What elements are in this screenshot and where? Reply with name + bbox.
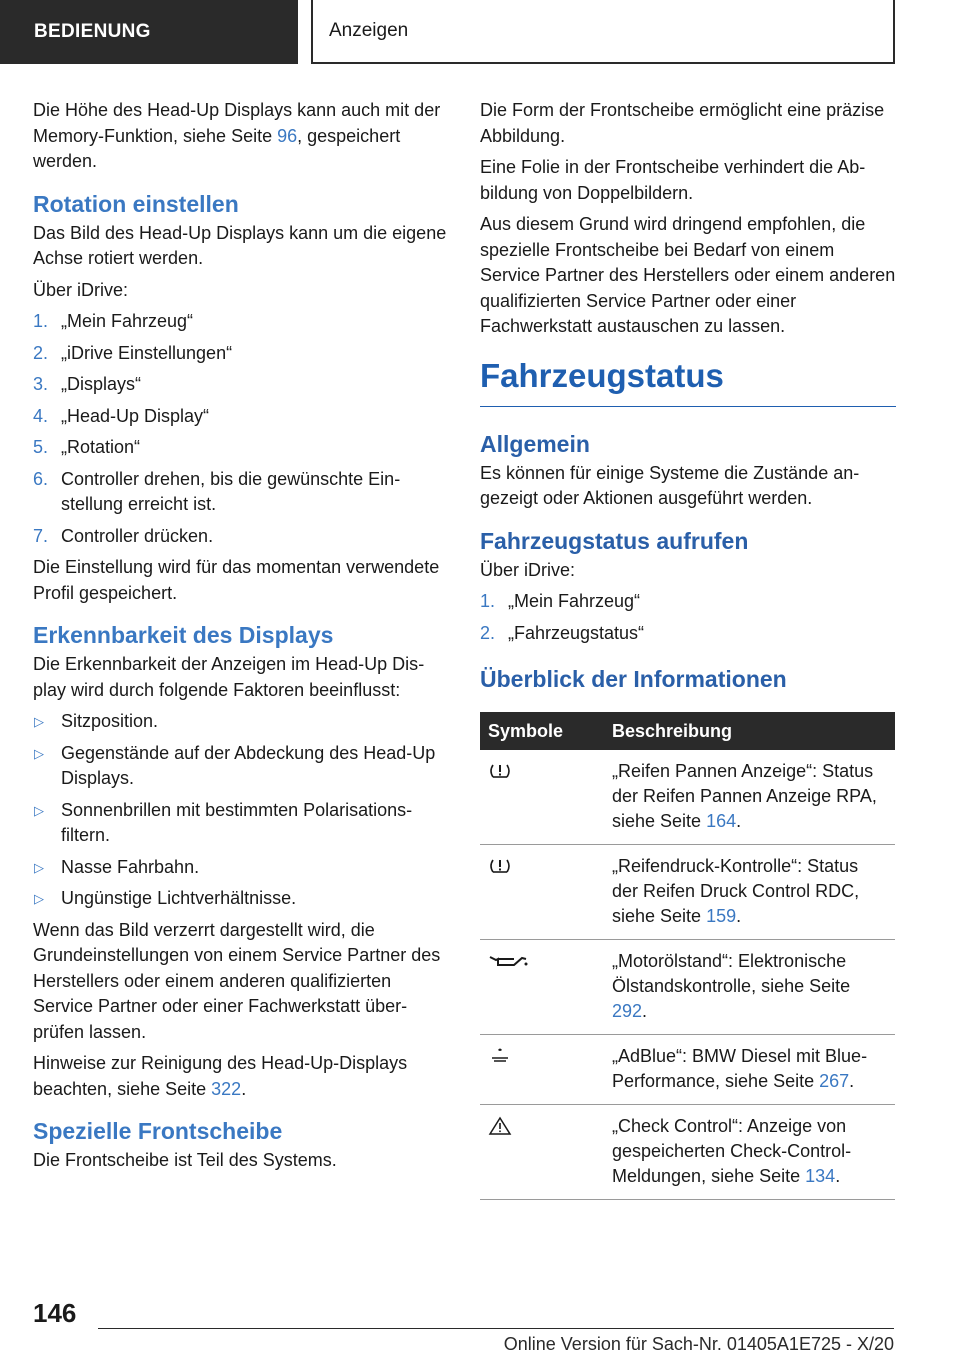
table-header-row [480,712,895,750]
windshield-heading: Spezielle Frontscheibe [33,1118,283,1144]
footer-divider [98,1328,894,1329]
call-steps [480,589,896,646]
rotation-heading: Rotation einstellen [33,190,239,217]
rotation-after: Die Einstellung wird für das momentan verwendete Profil gespeichert. [33,557,440,603]
page-link-96[interactable]: 96 [277,125,298,146]
page-link-267[interactable]: 267 [819,1071,850,1091]
table-row: „Reifendruck-Kontrolle“: Status der Reifen Druck Control RDC, siehe Seite 159. [480,845,895,940]
list-item: 2. „Fahrzeugstatus“ [480,622,645,643]
col-description: Beschreibung [604,712,895,750]
tire-pressure-warning-icon [488,761,512,781]
footer-version: Online Version für Sach-Nr. 01405A1E725 - X/20 [503,1334,894,1354]
visibility-text: Die Erkennbarkeit der Anzeigen im Head-Up Display wird durch folgende Faktoren beeinflusst: [33,654,425,700]
distorted-paragraph: Wenn das Bild verzerrt dargestellt wird, die Grundeinstellungen von einem Service Partner des Herstellers oder einem anderen qualifizierten Service Partner oder einer Fachwerkstatt überprüfen lassen. [33,919,441,1042]
windshield-paragraph-3: Aus diesem Grund wird dringend empfohlen, die spezielle Frontscheibe bei Bedarf von einem Service Partner des Herstellers oder einem anderen qualifizierten Service Partner oder einer Fachwerkstatt austauschen zu lassen. [480,214,896,336]
list-item: 7. Controller drücken. [33,525,214,546]
page-link-164[interactable]: 164 [706,811,737,831]
call-via: Über iDrive: [480,559,576,580]
table-row: „AdBlue“: BMW Diesel mit BluePerformance, siehe Seite 267. [480,1035,895,1105]
general-text: Es können für einige Systeme die Zustände angezeigt oder Aktionen ausgeführt werden. [480,462,860,508]
list-item: 4. „Head-Up Display“ [33,405,210,426]
page-link-134[interactable]: 134 [805,1166,836,1186]
list-item: ▷ Nasse Fahrbahn. [33,855,449,881]
windshield-paragraph-1: Die Form der Frontscheibe ermöglicht eine präzise Abbildung. [480,100,885,146]
visibility-bullets [33,709,449,912]
windshield-text: Die Frontscheibe ist Teil des Systems. [33,1150,337,1170]
page-number: 146 [33,1298,77,1328]
vehicle-status-heading: Fahrzeugstatus [480,354,896,407]
left-column [33,98,449,1180]
cleaning-paragraph: Hinweise zur Reinigung des Head-Up-Displays beachten, siehe Seite 322. [33,1053,408,1099]
table-row: „Reifen Pannen Anzeige“: Status der Reifen Pannen Anzeige RPA, siehe Seite 164. [480,750,895,845]
list-item: 6. Controller drehen, bis die gewünschte Einstellung erreicht ist. [33,468,401,514]
col-symbol: Symbole [480,712,604,750]
table-row: „Motorölstand“: Elektronische Ölstandskontrolle, siehe Seite 292. [480,940,895,1035]
table-row: „Check Control“: Anzeige von gespeicherten Check-Control-Meldungen, siehe Seite 134. [480,1105,895,1200]
triangle-bullet-icon: ▷ [34,891,44,906]
page-link-292[interactable]: 292 [612,1001,643,1021]
list-item: ▷ Sitzposition. [33,709,449,735]
warning-triangle-icon [488,1116,512,1136]
section-tab [0,0,298,64]
rotation-text: Das Bild des Head-Up Displays kann um die eigene Achse rotiert werden. [33,222,447,268]
rotation-via: Über iDrive: [33,279,129,300]
chapter-header [311,0,895,64]
triangle-bullet-icon: ▷ [34,714,44,729]
page-link-322[interactable]: 322 [211,1078,242,1099]
right-column [480,98,896,1200]
triangle-bullet-icon: ▷ [34,859,44,875]
call-status-heading: Fahrzeugstatus aufrufen [480,527,749,554]
triangle-bullet-icon: ▷ [34,802,44,818]
list-item: 1. „Mein Fahrzeug“ [33,311,194,331]
memory-paragraph: Die Höhe des Head-Up Displays kann auch mit der Memory-Funktion, siehe Seite 96, gespeichert werden. [33,100,441,171]
list-item: ▷ Ungünstige Lichtverhältnisse. [33,886,449,912]
list-item: ▷ Gegenstände auf der Abdeckung des Head-Up Displays. [34,742,436,788]
list-item: 5. „Rotation“ [33,437,141,457]
info-table [480,712,895,1200]
list-item: 1. „Mein Fahrzeug“ [480,591,641,611]
rotation-steps [33,309,449,549]
adblue-icon [488,1046,512,1066]
windshield-paragraph-2: Eine Folie in der Frontscheibe verhindert die Abbildung von Doppelbildern. [480,157,866,203]
overview-heading: Überblick der Informationen [480,666,787,692]
list-item: 2. „iDrive Einstellungen“ [33,342,233,363]
chapter-label: Anzeigen [329,20,409,41]
list-item: 3. „Displays“ [33,374,142,394]
section-label: BEDIENUNG [34,21,151,42]
triangle-bullet-icon: ▷ [34,745,44,761]
oil-can-icon [488,951,528,971]
list-item: ▷ Sonnenbrillen mit bestimmten Polarisationsfiltern. [34,799,413,845]
general-heading: Allgemein [480,430,590,457]
page-link-159[interactable]: 159 [706,906,737,926]
visibility-heading: Erkennbarkeit des Displays [33,622,334,648]
tire-pressure-control-icon [488,856,512,876]
